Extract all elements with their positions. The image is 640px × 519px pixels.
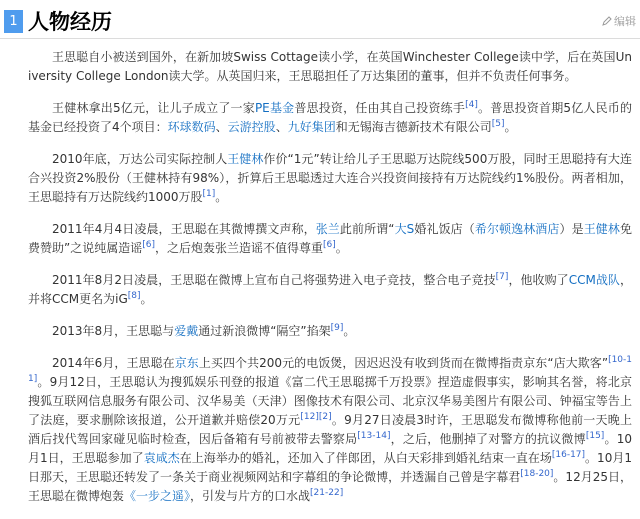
link-gone-with-bullets[interactable]: 《一步之遥》 — [124, 489, 191, 503]
paragraph-4 — [28, 220, 632, 258]
text: ，引发与片方的口水战 — [190, 489, 311, 503]
text: 王思聪自小被送到国外，在新加坡Swiss Cottage读小学，在英国Winchester College读中学，后在英国University College London读大学。从英国归来，王思聪担任了万达集团的董事，但并不负责任何事务。 — [28, 50, 632, 83]
text: 。 — [504, 120, 517, 134]
link-ccm-team[interactable]: CCM战队 — [568, 273, 620, 287]
text: 。12月25日，王思聪在微博炮轰 — [28, 470, 632, 503]
reference-link[interactable]: [8] — [127, 291, 141, 301]
reference-link[interactable]: [16-17] — [551, 450, 586, 460]
paragraph-3 — [28, 150, 632, 207]
paragraph-2 — [28, 99, 632, 137]
reference-link[interactable]: [7] — [495, 272, 509, 282]
text: 2011年4月4日凌晨，王思聪在其微博撰文声称， — [52, 222, 316, 236]
text: ，之后，他删掉了对警方的抗议微博 — [390, 432, 586, 446]
text: 普思投资，任由其自己投资练手 — [294, 101, 466, 115]
link-jiuhao[interactable]: 九好集团 — [287, 120, 336, 134]
reference-link[interactable]: [6] — [322, 240, 336, 250]
text: 2011年8月2日凌晨，王思聪在微博上宣布自己将强势进入电子竞技，整合电子竞技 — [52, 273, 496, 287]
link-da-s[interactable]: 大S — [394, 222, 415, 236]
text: 婚礼饭店（ — [414, 222, 475, 236]
link-yuan-xianjie[interactable]: 袁咸杰 — [143, 451, 180, 465]
text: 王健林拿出5亿元，让儿子成立了一家 — [52, 101, 255, 115]
link-pe-fund[interactable]: PE基金 — [254, 101, 295, 115]
text: 。10月1日那天，王思聪还转发了一条关于商业视频网站和字幕组的争论微博，并透漏自己曾是字幕君 — [28, 451, 632, 484]
text: 2010年底，万达公司实际控制人 — [52, 152, 228, 166]
paragraph-5 — [28, 271, 632, 309]
text: 。普思投资首期5亿人民币的基金已经投资了4个项目： — [28, 101, 632, 134]
link-global-digital[interactable]: 环球数码 — [167, 120, 216, 134]
text: 在上海举办的婚礼，还加入了伴郎团，从白天彩排到婚礼结束一直在场 — [179, 451, 552, 465]
text: 。9月27日凌晨3时许，王思聪发布微博称他前一天晚上酒后找代驾回家碰见临时检查，因后备箱有号前被带去警察局 — [28, 413, 632, 446]
text: ，并将CCM更名为iG — [28, 273, 632, 306]
reference-link[interactable]: [4] — [465, 100, 478, 110]
text: ）是 — [559, 222, 584, 236]
text: 。9月12日，王思聪认为搜狐娱乐刊登的报道《富二代王思聪掷千万投票》捏造虚假事实，影响其名誉，将北京搜狐互联网信息服务有限公司、汉华易美（天津）图像技术有限公司、北京汉华易美图片有限公司、钟福宝等告上了法庭，要求删除该报道，公开道歉并赔偿20万元 — [28, 375, 632, 427]
reference-link[interactable]: [5] — [491, 119, 505, 129]
reference-link[interactable]: [6] — [142, 240, 155, 250]
text: 。 — [335, 241, 348, 255]
link-jd[interactable]: 京东 — [174, 356, 199, 370]
section-header — [0, 6, 640, 39]
section-title: 人物经历 — [28, 10, 112, 34]
text: 上买四个共200元的电饭煲，因迟迟没有收到货而在微博指责京东“店大欺客” — [198, 356, 609, 370]
text: 。10月1日，王思聪参加了 — [28, 432, 632, 465]
link-ai-dai[interactable]: 爱戴 — [174, 324, 199, 338]
link-yunyou[interactable]: 云游控股 — [227, 120, 276, 134]
link-zhang-lan[interactable]: 张兰 — [315, 222, 340, 236]
text: 免费赞助”之说纯属造谣 — [28, 222, 632, 255]
reference-link[interactable]: [13-14] — [357, 431, 391, 441]
text: ，之后炮轰张兰造谣不值得尊重 — [154, 241, 323, 255]
article-body — [28, 48, 632, 519]
paragraph-6 — [28, 322, 632, 341]
reference-link[interactable]: [10-11] — [28, 355, 632, 384]
text: 和无锡海吉德新技术有限公司 — [335, 120, 492, 134]
text: 。 — [215, 190, 228, 204]
edit-button[interactable] — [602, 14, 636, 30]
section-number: 1 — [4, 10, 23, 33]
reference-link[interactable]: [2] — [318, 412, 332, 422]
text: 2014年6月，王思聪在 — [52, 356, 175, 370]
reference-link[interactable]: [18-20] — [520, 469, 554, 479]
link-wang-jianlin[interactable]: 王健林 — [227, 152, 264, 166]
text: 2013年8月，王思聪与 — [52, 324, 175, 338]
pencil-icon — [602, 16, 612, 26]
text: 、 — [275, 120, 288, 134]
text: 。 — [343, 324, 356, 338]
reference-link[interactable]: [12] — [300, 412, 319, 422]
reference-link[interactable]: [21-22] — [310, 488, 344, 498]
link-hilton-hotel[interactable]: 希尔顿逸林酒店 — [474, 222, 560, 236]
reference-link[interactable]: [9] — [330, 323, 344, 333]
paragraph-1 — [28, 48, 632, 86]
link-wang-jianlin[interactable]: 王健林 — [583, 222, 620, 236]
edit-label: 编辑 — [614, 15, 636, 28]
reference-link[interactable]: [15] — [585, 431, 605, 441]
reference-link[interactable]: [1] — [202, 189, 216, 199]
text: 。 — [140, 292, 153, 306]
text: ，他收购了 — [508, 273, 569, 287]
text: 此前所谓“ — [339, 222, 395, 236]
text: 、 — [215, 120, 228, 134]
text: 通过新浪微博“隔空”掐架 — [198, 324, 331, 338]
paragraph-7 — [28, 354, 632, 506]
text: 作价“1元”转让给儿子王思聪万达院线500万股，同时王思聪持有大连合兴投资2%股份（王健林持有98%），折算后王思聪透过大连合兴投资间接持有万达院线约1%股份。两者相加，王思聪持有万达院线约1000万股 — [28, 152, 632, 204]
